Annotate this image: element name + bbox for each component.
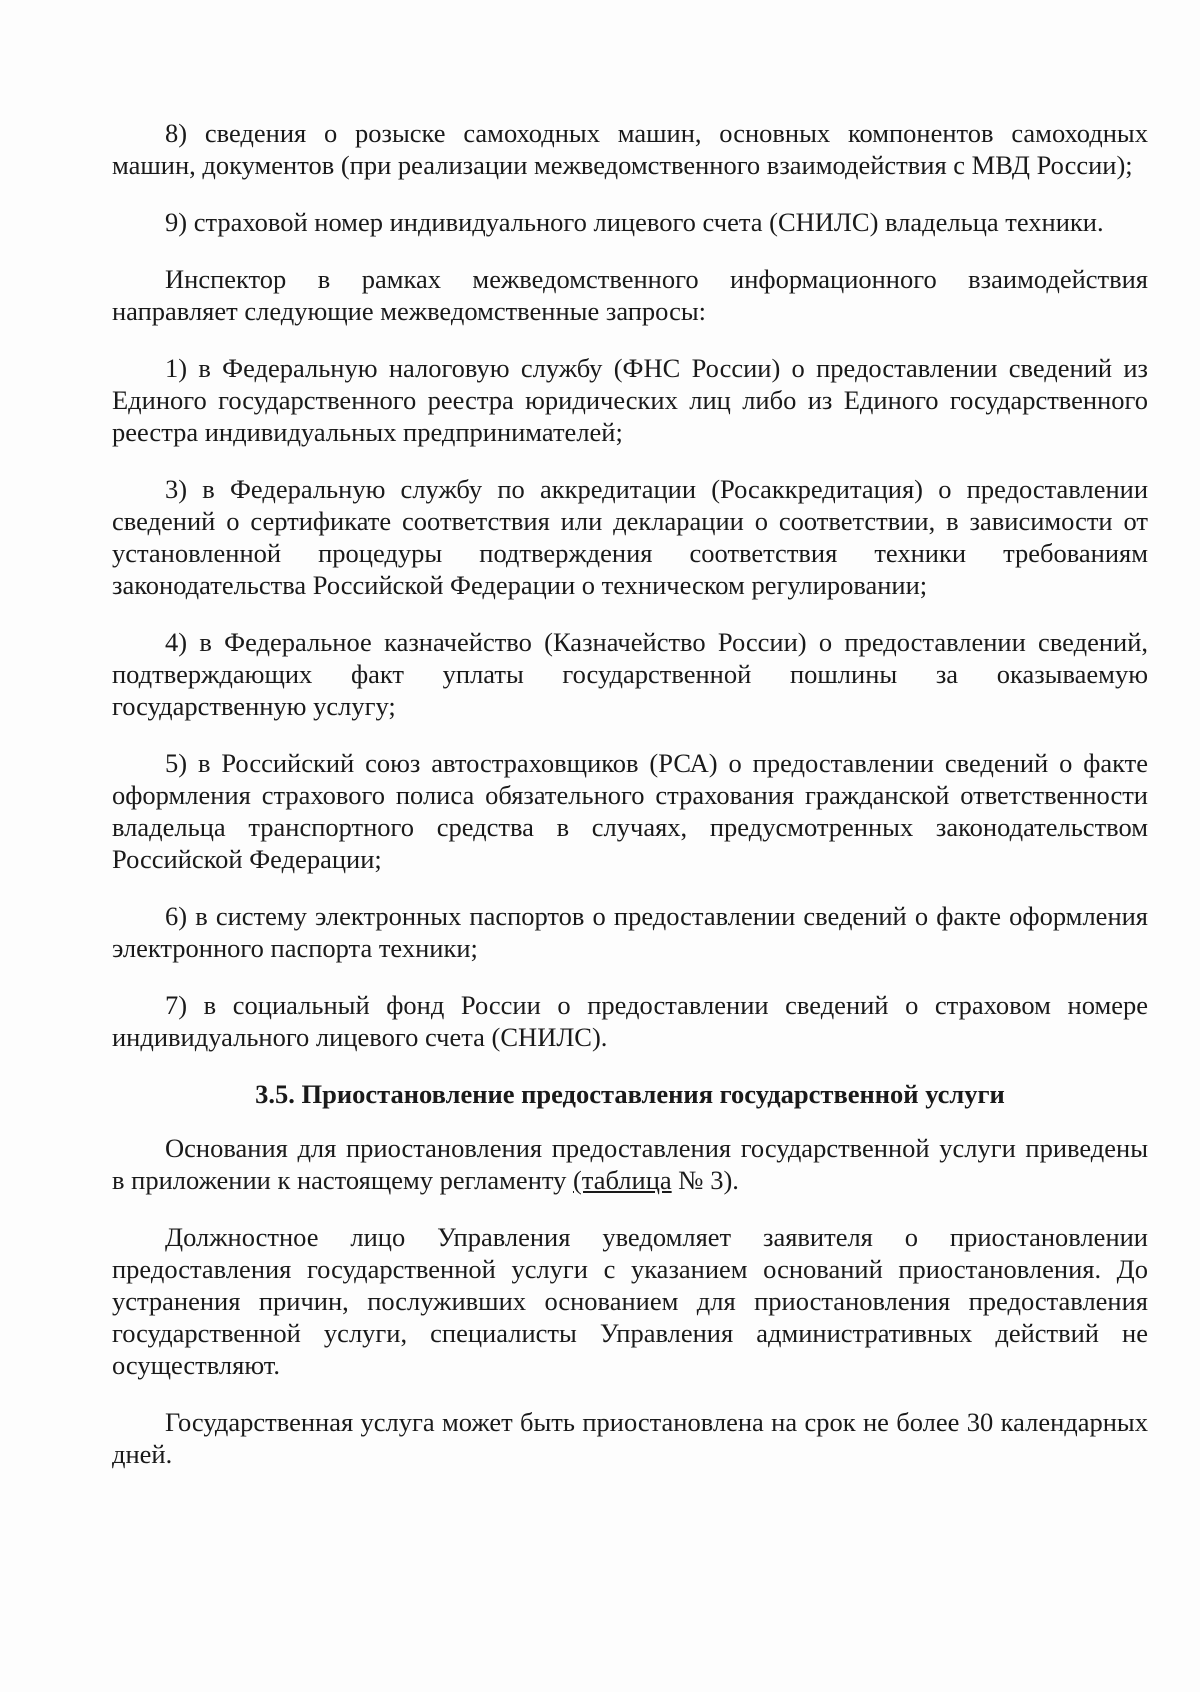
- paragraph-request-4: 4) в Федеральное казначейство (Казначейство России) о предоставлении сведений, подтверждающих факт уплаты государственной пошлины за оказываемую государственную услугу;: [112, 627, 1148, 721]
- grounds-text: Основания для приостановления предоставления государственной услуги приведены в приложении к настоящему регламенту: [112, 1133, 1148, 1195]
- paragraph-request-1: 1) в Федеральную налоговую службу (ФНС России) о предоставлении сведений из Единого государственного реестра юридических лиц либо из Единого государственного реестра индивидуальных предпринимателей;: [112, 353, 1148, 447]
- paragraph-request-6: 6) в систему электронных паспортов о предоставлении сведений о факте оформления электронного паспорта техники;: [112, 901, 1148, 963]
- paragraph-inspector-requests: Инспектор в рамках межведомственного информационного взаимодействия направляет следующие межведомственные запросы:: [112, 264, 1148, 326]
- section-heading: 3.5. Приостановление предоставления государственной услуги: [255, 1079, 1005, 1109]
- paragraph-request-3: 3) в Федеральную службу по аккредитации (Росаккредитация) о предоставлении сведений о сертификате соответствия или декларации о соответствии, в зависимости от установленной процедуры подтверждения соответствия техники требованиям законодательства Российской Федерации о техническом регулировании;: [112, 474, 1148, 600]
- paragraph-suspension-grounds: [112, 1132, 1148, 1196]
- paragraph-suspension-term: Государственная услуга может быть приостановлена на срок не более 30 календарных дней.: [112, 1407, 1148, 1469]
- paragraph-request-7: 7) в социальный фонд России о предоставлении сведений о страховом номере индивидуального лицевого счета (СНИЛС).: [112, 990, 1148, 1052]
- paragraph-item-9: 9) страховой номер индивидуального лицевого счета (СНИЛС) владельца техники.: [165, 207, 1104, 237]
- paragraph-request-5: 5) в Российский союз автостраховщиков (РСА) о предоставлении сведений о факте оформления страхового полиса обязательного страхования гражданской ответственности владельца транспортного средства в случаях, предусмотренных законодательством Российской Федерации;: [112, 748, 1148, 874]
- document-body: [112, 117, 1148, 1495]
- table-reference-link[interactable]: (таблица: [572, 1165, 672, 1195]
- paragraph-official-notification: Должностное лицо Управления уведомляет заявителя о приостановлении предоставления государственной услуги с указанием оснований приостановления. До устранения причин, послуживших основанием для приостановления предоставления государственной услуги, специалисты Управления административных действий не осуществляют.: [112, 1222, 1148, 1380]
- grounds-text-end: № 3).: [671, 1165, 739, 1195]
- paragraph-item-8: 8) сведения о розыске самоходных машин, основных компонентов самоходных машин, документов (при реализации межведомственного взаимодействия с МВД России);: [112, 118, 1148, 180]
